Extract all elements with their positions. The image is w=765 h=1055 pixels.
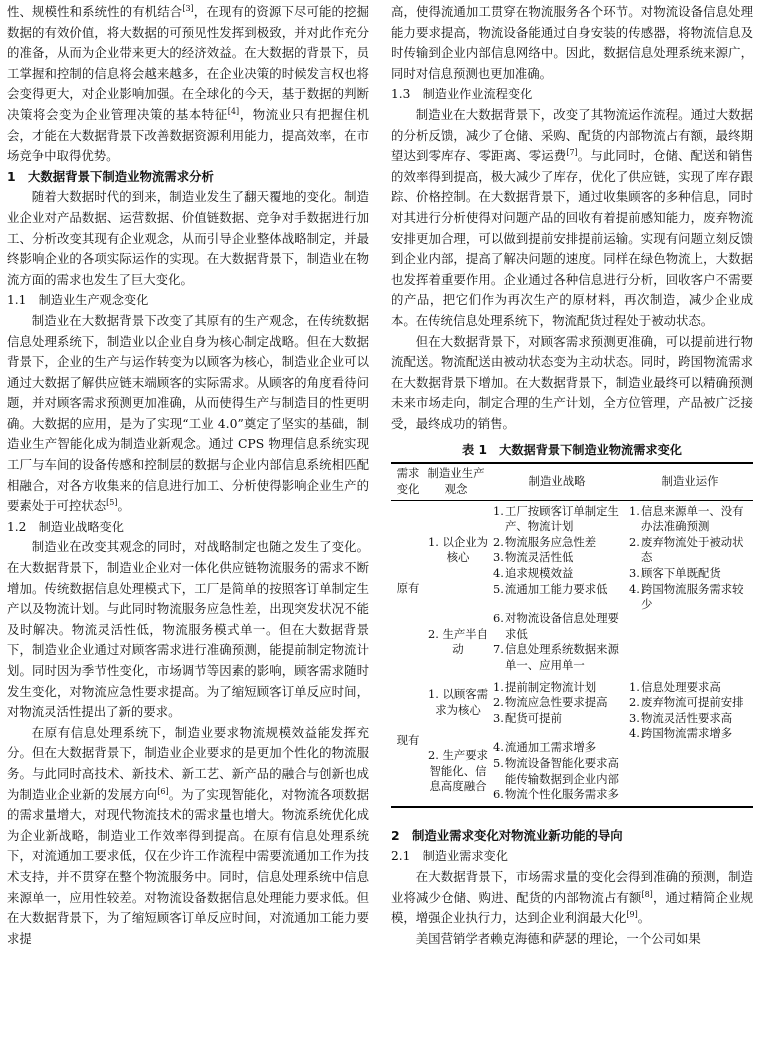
item-text: 追求规模效益 bbox=[505, 566, 574, 581]
item-text: 物流灵活性要求高 bbox=[641, 710, 733, 725]
concept-cell bbox=[425, 677, 627, 807]
section-heading: 2 制造业需求变化对物流业新功能的导向 bbox=[391, 827, 623, 843]
paragraph: 性、规模性和系统性的有机结合[3]，在现有的资源下尽可能的挖掘数据的有效价值，将大数据的可预见性发挥到极致，并对此作充分的准备，从而为企业带来更大的经济效益。在大数据的背景下，员工掌握和控制的信息将会越来越多，在企业决策的时候发言权也将会变得更大，对企业影响加强。在全球化的今天，基于数据的判断决策将会变为企业管理决策的基本特征[4]，物流业只有把握住机会，才能在大数据背景下改善数据资源利用能力，提高效率，在市场竞争中取得优势。 bbox=[7, 4, 370, 164]
item-text: 配货可提前 bbox=[505, 710, 562, 725]
item-number: 5. bbox=[493, 755, 504, 770]
item-number: 1. bbox=[629, 679, 640, 694]
paragraph: 制造业在改变其观念的同时，对战略制定也随之发生了变化。在大数据背景下，制造业企业对一体化供应链物流服务的需求不断增加。传统数据信息处理模式下，工厂是简单的按照客订单制定生产以及物流计划。与此同时物流服务应急性差，出现突发状况不能及时解决。物流灵活性低，物流服务模式单一。但在大数据背景下，制造业企业通过对顾客需求进行准确预测，能提前制定物流计划。同时因为季节性变化，市场调节等因素的影响，顾客需求随时发生变化，对物流应急性要求提高。为了缩短顾客订单反应时间，对物流灵活性提出了新的要求。 bbox=[7, 539, 369, 720]
section-heading: 1 大数据背景下制造业物流需求分析 bbox=[7, 168, 214, 184]
paragraph: 制造业在大数据背景下改变了其原有的生产观念，在传统数据信息处理系统下，制造业以企业自身为核心制定战略。但在大数据背景下，企业的生产与运作转变为以顾客为核心，制造业企业可以通过大数据了解供应链末端顾客的实际需求。从顾客的角度看待问题，并对顾客需求预测更加准确，从而使得生产与制造目的性更明确。大数据的应用，是为了实现“工业 4.0”奠定了坚实的基础，制造业生产智能化成为制造业新观念。通过 CPS 物理信息系统实现工厂与车间的设备传感和控制层的数据与企业内部信息系统相匹配相融合，对各方收集来的信息进行加工、分析使得影响企业生产的要素处于可控状态[5]。 bbox=[7, 312, 369, 514]
strategy-item bbox=[493, 535, 625, 551]
item-number: 3. bbox=[629, 710, 640, 725]
item-text: 对物流设备信息处理要求低 bbox=[505, 611, 619, 641]
change-cell: 原有 bbox=[396, 580, 420, 595]
citation: [8] bbox=[641, 889, 653, 899]
strategy-list bbox=[493, 611, 625, 673]
header-cell: 制造业生产观念 bbox=[425, 463, 487, 500]
concept-label: 1. 以企业为核心 bbox=[427, 534, 489, 565]
header-cell: 制造业战略 bbox=[487, 463, 627, 500]
item-text: 提前制定物流计划 bbox=[505, 679, 597, 694]
operations-cell bbox=[627, 677, 753, 807]
item-number: 1. bbox=[493, 679, 504, 694]
strategy-item bbox=[493, 566, 625, 582]
paragraph: 在原有信息处理系统下，制造业要求物流规模效益能发挥充分。但在大数据背景下，制造业企业要求的是更加个性化的物流服务。与此同时高技术、新技术、新工艺、新产品的融合与创新也成为制造业企业新的发展方向[6]。为了实现智能化，对物流各项数据的需求量增大，对现代物流技术的需求量也增大。物流系统优化成为企业新战略，制造业工作效率得到提高。在原有信息处理系统下，对流通加工要求低，仅在少许工作流程中需要流通加工作为技术支持，并不贯穿在整个物流服务中。同时，信息处理系统中信息来源单一，应用性较差。对物流设备数据信息处理能力要求低。但在大数据背景下，为了缩短顾客订单反应时间，对流通加工能力要求提 bbox=[7, 724, 369, 946]
subsection-heading: 1.3 制造业作业流程变化 bbox=[391, 87, 533, 102]
strategy-item bbox=[493, 695, 625, 711]
concept-label: 2. 生产要求智能化、信息高度融合 bbox=[427, 748, 489, 794]
concept-label: 1. 以顾客需求为核心 bbox=[427, 687, 489, 717]
table-row bbox=[391, 500, 753, 676]
paragraph: 高，使得流通加工贯穿在物流服务各个环节。对物流设备信息处理能力要求提高，物流设备能通过自身安装的传感器，将物流信息及时传输到企业内部信息网络中。因此，数据信息处理系统来源广，同时对信息预测也更加准确。 bbox=[391, 4, 753, 81]
item-text: 信息处理要求高 bbox=[641, 679, 721, 694]
right-column bbox=[391, 2, 753, 949]
citation: [4] bbox=[227, 106, 240, 116]
item-number: 2. bbox=[629, 534, 640, 549]
operation-item bbox=[629, 726, 751, 742]
citation: [3] bbox=[182, 4, 194, 13]
header-cell: 需求变化 bbox=[391, 463, 425, 500]
item-number: 7. bbox=[493, 642, 504, 657]
item-number: 4. bbox=[493, 740, 504, 755]
table-row bbox=[391, 677, 753, 807]
subsection-heading: 1.2 制造业战略变化 bbox=[7, 519, 124, 534]
operation-item bbox=[629, 535, 751, 566]
item-text: 跨国物流需求增多 bbox=[641, 726, 733, 741]
item-number: 4. bbox=[493, 566, 504, 581]
concept-block bbox=[427, 740, 625, 802]
subsection-heading: 1.1 制造业生产观念变化 bbox=[7, 293, 149, 308]
strategy-item bbox=[493, 787, 625, 803]
header-cell: 制造业运作 bbox=[627, 463, 753, 500]
citation: [6] bbox=[157, 786, 169, 796]
operation-item bbox=[629, 680, 751, 696]
citation: [5] bbox=[106, 498, 118, 508]
item-text: 物流服务应急性差 bbox=[505, 534, 597, 549]
paragraph: 但在大数据背景下，对顾客需求预测更准确，可以提前进行物流配送。物流配送由被动状态变为主动状态。同时，跨国物流需求在大数据背景下增加。在大数据背景下，制造业最终可以精确预测未来市场走向，制定合理的生产计划，全方位管理，产品被广泛接受，最终成功的销售。 bbox=[391, 333, 753, 431]
item-text: 废弃物流处于被动状态 bbox=[641, 534, 744, 565]
item-number: 3. bbox=[629, 566, 640, 581]
data-table bbox=[391, 462, 753, 807]
strategy-item bbox=[493, 582, 625, 598]
item-text: 信息来源单一、没有办法准确预测 bbox=[641, 503, 744, 534]
strategy-list bbox=[493, 504, 625, 598]
paragraph: 制造业在大数据背景下，改变了其物流运作流程。通过大数据的分析反馈，减少了仓储、采购、配货的内部物流占有额，最终期望达到零库存、零距离、零运费[7]。与此同时，仓储、配送和销售的效率得到提高，极大减少了库存，优化了供应链，实现了库存跟踪、价格控制。在大数据背景下，通过收集顾客的多种信息，同时对其进行分析使得对问题产品的回收有着提前感知能力，废弃物流安排更加合理，可以做到提前安排提前运输。实现有问题立刻反馈到企业内部，提高了解决问题的速度。同样在绿色物流上，大数据也发挥着重要作用。企业通过各种信息进行分析，回收客户不需要的产品，把它们作为再次生产的原材料，再次制造，减少企业成本。在传统信息处理系统下，物流配货过程处于被动状态。 bbox=[391, 106, 753, 328]
strategy-item bbox=[493, 680, 625, 696]
item-text: 工厂按顾客订单制定生产、物流计划 bbox=[505, 503, 619, 534]
strategy-item bbox=[493, 642, 625, 673]
change-cell: 现有 bbox=[391, 677, 425, 807]
item-number: 2. bbox=[629, 695, 640, 710]
item-text: 物流设备智能化要求高能传输数据到企业内部 bbox=[505, 755, 619, 786]
item-number: 5. bbox=[493, 581, 504, 596]
strategy-item bbox=[493, 611, 625, 642]
concept-cell bbox=[425, 500, 627, 676]
subsection-heading: 2.1 制造业需求变化 bbox=[391, 849, 508, 864]
operation-item bbox=[629, 695, 751, 711]
concept-block bbox=[427, 680, 625, 727]
strategy-item bbox=[493, 711, 625, 727]
table-caption: 表 1 大数据背景下制造业物流需求变化 bbox=[462, 443, 682, 458]
item-text: 信息处理系统数据来源单一、应用单一 bbox=[505, 642, 619, 672]
paragraph: 随着大数据时代的到来，制造业发生了翻天覆地的变化。制造业企业对产品数据、运营数据、价值链数据、竞争对手数据进行加工、分析改变其现有企业观念，从而引导企业整体战略制定，并最终影响企业的各项实际运作的实现。在大数据背景下，制造业在物流方面的需求也发生了巨大变化。 bbox=[7, 189, 369, 287]
strategy-item bbox=[493, 504, 625, 535]
item-text: 流通加工需求增多 bbox=[505, 740, 597, 755]
item-text: 顾客下单既配货 bbox=[641, 566, 721, 581]
left-column bbox=[7, 2, 369, 949]
item-number: 4. bbox=[629, 581, 640, 596]
item-number: 3. bbox=[493, 710, 504, 725]
concept-label: 2. 生产半自动 bbox=[427, 626, 489, 657]
operations-cell bbox=[627, 500, 753, 676]
paragraph: 美国营销学者赖克海德和萨瑟的理论，一个公司如果 bbox=[415, 930, 701, 946]
operation-item bbox=[629, 582, 751, 613]
item-number: 6. bbox=[493, 787, 504, 802]
concept-block bbox=[427, 504, 625, 598]
operation-item bbox=[629, 566, 751, 582]
citation: [7] bbox=[566, 148, 578, 158]
item-text: 物流应急性要求提高 bbox=[505, 695, 608, 710]
item-text: 流通加工能力要求低 bbox=[505, 581, 608, 596]
item-text: 物流个性化服务需求多 bbox=[505, 787, 619, 802]
item-number: 4. bbox=[629, 726, 640, 741]
strategy-list bbox=[493, 740, 625, 802]
item-text: 物流灵活性低 bbox=[505, 550, 574, 565]
item-text: 跨国物流服务需求较少 bbox=[641, 581, 744, 612]
citation: [9] bbox=[626, 910, 638, 920]
item-number: 6. bbox=[493, 611, 504, 626]
strategy-list bbox=[493, 680, 625, 727]
strategy-item bbox=[493, 756, 625, 787]
item-number: 1. bbox=[493, 503, 504, 518]
item-number: 2. bbox=[493, 695, 504, 710]
item-number: 2. bbox=[493, 534, 504, 549]
item-number: 1. bbox=[629, 503, 640, 518]
strategy-item bbox=[493, 550, 625, 566]
operation-item bbox=[629, 504, 751, 535]
table-header-row bbox=[391, 463, 753, 500]
paragraph: 在大数据背景下，市场需求量的变化会得到准确的预测，制造业将减少仓储、购进、配货的内部物流占有额[8]，通过精简企业规模，增强企业执行力，达到企业利润最大化[9]。 bbox=[391, 868, 753, 926]
item-number: 3. bbox=[493, 550, 504, 565]
operation-item bbox=[629, 711, 751, 727]
strategy-item bbox=[493, 740, 625, 756]
concept-block bbox=[427, 611, 625, 673]
item-text: 废弃物流可提前安排 bbox=[641, 695, 744, 710]
